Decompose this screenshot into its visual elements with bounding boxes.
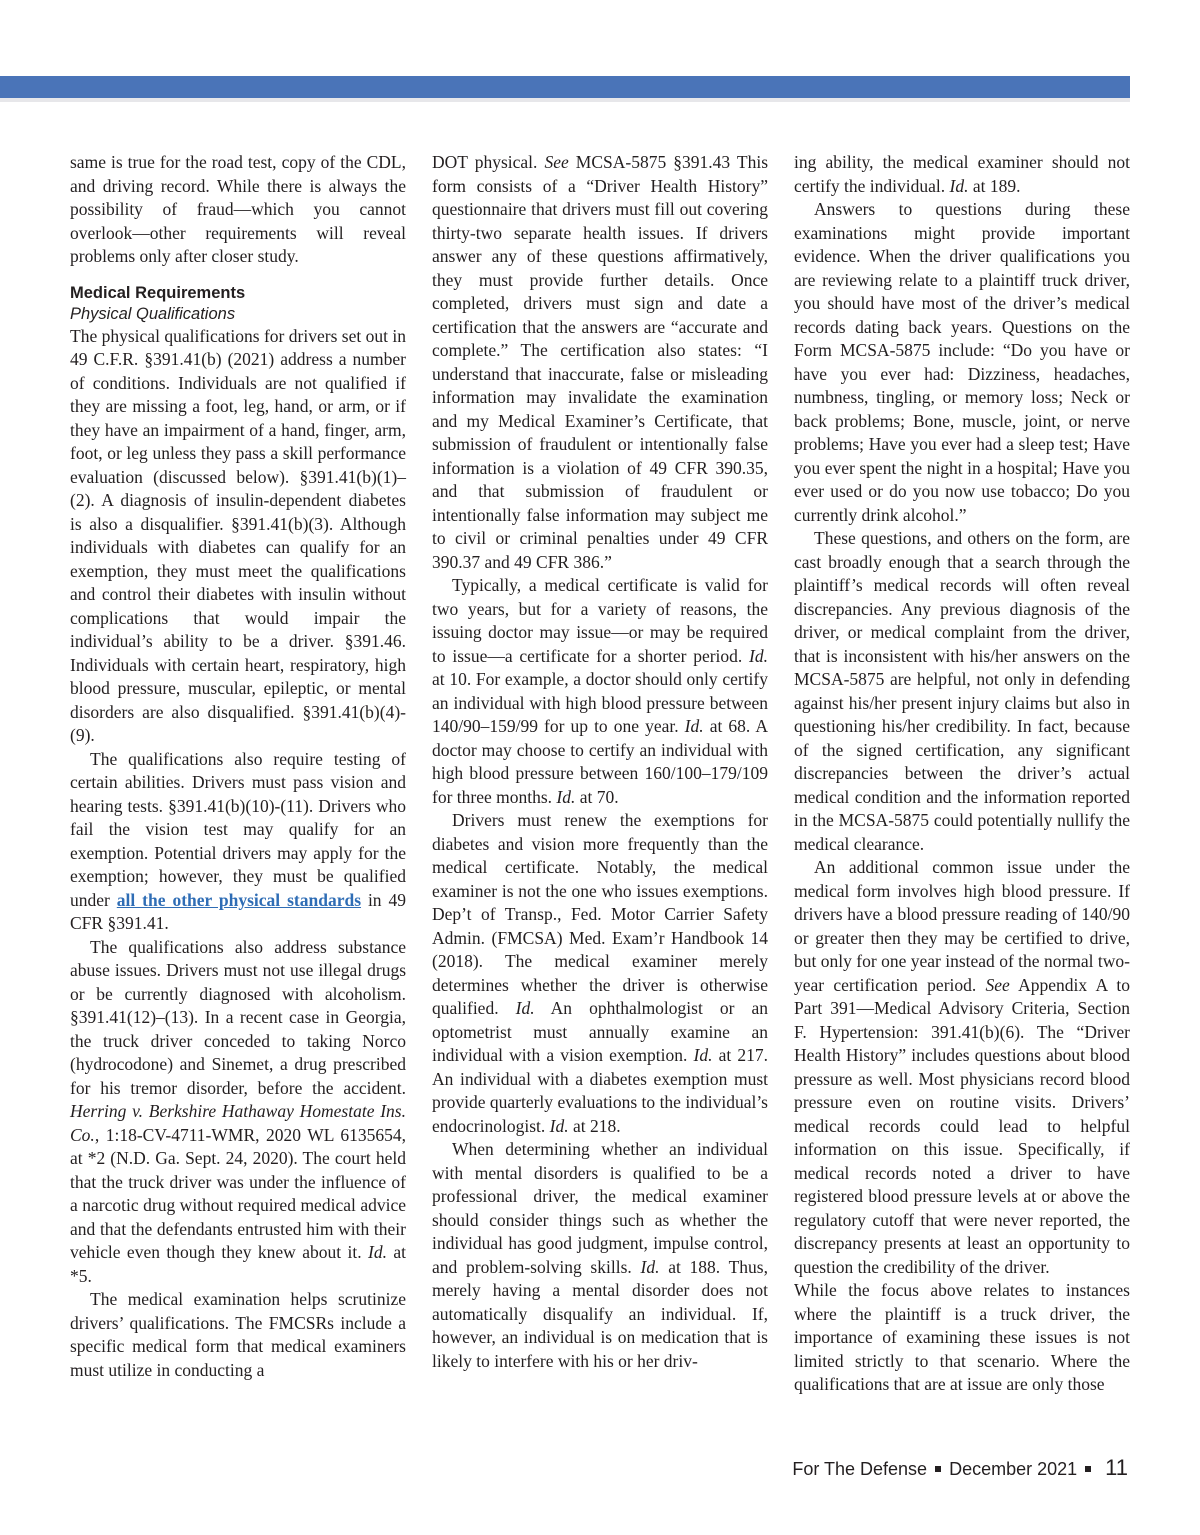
header-color-bar [0,76,1130,98]
text-run: Drivers must renew the exemptions for diabetes and vision more frequently than the medical certificate. Notably, the medical examiner is not the one who issues exemptions. Dep’t of Transp., Fed. Motor Carrier Safety Admin. (FMCSA) Med. Exam’r Handbook 14 (2018). The medical examiner merely determines whether the driver is otherwise qualified. [432,810,768,1018]
paragraph: While the focus above relates to instances where the plaintiff is a truck driver, the importance of examining these issues is not limited strictly to that scenario. Where the qualifications that are at issue are only those [794,1280,1130,1394]
paragraph: These questions, and others on the form, are cast broadly enough that a search through the plaintiff’s medical records will often reveal discrepancies. Any previous diagnosis of the driver, or medical complaint from the driver, that is inconsistent with his/her answers on the MCSA-5875 are helpful, not only in defending against his/her present injury claims but also in questioning his/her credibility. In fact, because of the signed certification, any significant discrepancies between the driver’s actual medical condition and the information reported in the MCSA-5875 could potentially nullify the medical clearance. [794,528,1130,854]
text-run: , 1:18-CV-4711-WMR, 2020 WL 6135654, at *2 (N.D. Ga. Sept. 24, 2020). The court held that the truck driver was under the influence of a narcotic drug without required medical advice and that the defendants entrusted him with their vehicle even though they knew about it. [70,1124,406,1262]
paragraph [432,574,768,809]
paragraph [794,151,1130,198]
text-run: The qualifications also address substance abuse issues. Drivers must not use illegal drugs or be currently diagnosed with alcoholism. §391.41(12)–(13). In a recent case in Georgia, the truck driver conceded to taking Norco (hydrocodone) and Sinemet, a drug prescribed for his tremor disorder, before the accident. [70,936,406,1098]
text-run: at 70. [575,786,619,807]
text-run: DOT physical. [432,152,545,172]
square-bullet-icon [935,1466,941,1472]
id-citation: Id. [515,998,535,1018]
paragraph [794,856,1130,1279]
paragraph: The medical examination helps scrutinize drivers’ qualifications. The FMCSRs include a specific medical form that medical examiners must utilize in conducting a [70,1289,406,1380]
square-bullet-icon [1085,1466,1091,1472]
text-run: at 218. [568,1115,621,1136]
paragraph [432,151,768,574]
paragraph [70,325,406,748]
id-citation: Id. [749,645,768,666]
paragraph [70,748,406,936]
text-run: The physical qualifications for drivers set out in 49 C.F.R. §391.41(b) (2021) address a number of conditions. Individuals are not qualified if they are missing a foot, leg, hand, or arm, or if they have an impairment of a hand, finger, arm, foot, or leg unless they pass a skill performance evaluation (discussed below). §391.41(b)(1)–(2). A diagnosis of insulin-dependent diabetes is also a disqualifier. §391.41(b)(3). Although individuals with diabetes can qualify for an exemption, they must meet the qualifications and control their diabetes with insulin without complications that would impair the individual’s ability to be a driver. §391.46. Individuals with certain heart, respiratory, high blood pressure, muscular, epileptic, or mental disorders are also disqualified. §391.41(b)(4)-(9). [70,325,406,745]
column-2 [432,151,768,1373]
id-citation: Id. [368,1242,387,1262]
text-run: Typically, a medical certificate is valid for two years, but for a variety of reasons, the issuing doctor may issue—or may be required to issue—a certificate for a shorter period. [432,575,768,666]
id-citation: Id. [556,786,576,807]
text-run: at 68. A doctor may choose to certify an individual with high blood pressure between 160/100–179/109 for three months. [432,716,768,807]
physical-standards-link[interactable]: all the other physical standards [116,889,362,910]
section-subheading: Physical Qualifications [70,304,236,323]
text-run: at 217. An individual with a diabetes exemption must provide quarterly evaluations to the individual’s endocrinologist. [432,1045,768,1136]
text-run: The qualifications also require testing of certain abilities. Drivers must pass vision and hearing tests. §391.41(b)(10)-(11). Drivers who fail the vision test may qualify for an exemption. Potential drivers may apply for the exemption; however, they must be qualified under [70,748,406,910]
text-run: ing ability, the medical examiner should not certify the individual. [794,152,1130,196]
paragraph [432,1138,768,1373]
text-run: Appendix A to Part 391—Medical Advisory Criteria, Section F. Hypertension: 391.41(b)(6). The “Driver Health History” includes questions about blood pressure as well. Most physicians record blood pressure even on routine visits. Drivers’ medical records could lead to helpful information on this issue. Specifically, if medical records noted a driver to have registered blood pressure levels at or above the regulatory cutoff that were never reported, the discrepancy presents at least an opportunity to question the credibility of the driver. [794,974,1130,1277]
header-bar-shadow [0,98,1130,102]
see-signal: See [544,152,569,172]
paragraph [70,936,406,1289]
column-3 [794,151,1130,1397]
publication-name: For The Defense [792,1459,928,1479]
text-run: When determining whether an individual with mental disorders is qualified to be a professional driver, the medical examiner should consider things such as whether the individual has good judgment, impulse control, and problem-solving skills. [432,1139,768,1277]
page-footer [792,1455,1128,1481]
id-citation: Id. [684,716,704,736]
text-run: at 10. For example, a doctor should only certify an individual with high blood pressure between 140/90–159/99 for up to one year. [432,669,768,736]
paragraph: same is true for the road test, copy of the CDL, and driving record. While there is always the possibility of fraud—which you cannot overlook—other requirements will reveal problems only after closer study. [70,152,406,266]
text-run: in 49 CFR §391.41. [70,889,406,933]
id-citation: Id. [693,1045,713,1065]
paragraph [432,809,768,1138]
page-number: 11 [1105,1455,1128,1480]
see-signal: See [985,974,1010,995]
section-heading: Medical Requirements [70,283,246,302]
paragraph: Answers to questions during these examinations might provide important evidence. When the driver qualifications you are reviewing relate to a plaintiff truck driver, you should have most of the driver’s medical records dating back years. Questions on the Form MCSA-5875 include: “Do you have or have you ever had: Dizziness, headaches, numbness, tingling, or memory loss; Neck or back problems; Bone, muscle, joint, or nerve problems; Have you ever had a sleep test; Have you ever spent the night in a hospital; Have you ever used or do you now use tobacco; Do you currently drink alcohol.” [794,199,1130,525]
issue-date: December 2021 [949,1459,1078,1479]
text-run: at *5. [70,1242,407,1286]
id-citation: Id. [640,1256,660,1277]
text-run: MCSA-5875 §391.43 This form consists of a “Driver Health History” questionnaire that drivers must fill out covering thirty-two separate health issues. If drivers answer any of these questions affirmatively, they must provide further details. Once completed, drivers must sign and date a certification that the answers are “accurate and complete.” The certification also states: “I understand that inaccurate, false or misleading information may invalidate the examination and my Medical Examiner’s Certificate, that submission of fraudulent or intentionally false information is a violation of 49 CFR 390.35, and that submission of fraudulent or intentionally false information may subject me to civil or criminal penalties under 49 CFR 390.37 and 49 CFR 386.” [432,152,769,572]
case-citation: Herring v. Berkshire Hathaway Homestate Ins. Co. [70,1101,406,1145]
text-run: at 188. Thus, merely having a mental disorder does not automatically disqualify an individual. If, however, an individual is on medication that is likely to interfere with his or her driv- [432,1256,768,1371]
id-citation: Id. [949,175,969,196]
text-run: at 189. [968,175,1021,196]
text-run: An additional common issue under the medical form involves high blood pressure. If drivers have a blood pressure reading of 140/90 or greater then they may be certified to drive, but only for one year instead of the normal two-year certification period. [794,857,1130,995]
id-citation: Id. [549,1115,569,1136]
text-run: An ophthalmologist or an optometrist must annually examine an individual with a vision exemption. [432,998,768,1065]
column-1 [70,151,406,1382]
